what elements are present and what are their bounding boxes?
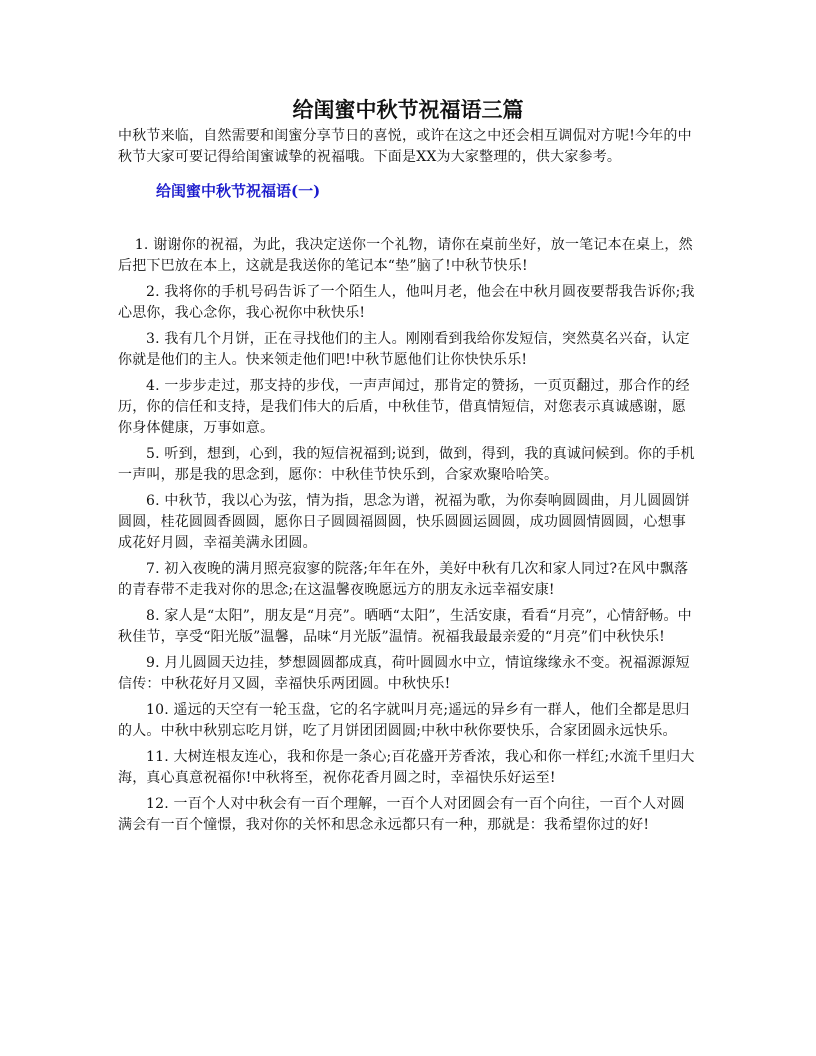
- list-item: 2. 我将你的手机号码告诉了一个陌生人，他叫月老，他会在中秋月圆夜要帮我告诉你;我心思你，我心念你，我心祝你中秋快乐!: [118, 284, 695, 321]
- greeting-list: [118, 235, 698, 836]
- document-page: [118, 96, 698, 841]
- list-item: 12. 一百个人对中秋会有一百个理解，一百个人对团圆会有一百个向往，一百个人对圆满会有一百个憧憬，我对你的关怀和思念永远都只有一种，那就是：我希望你过的好!: [118, 796, 685, 833]
- list-item: 1. 谢谢你的祝福，为此，我决定送你一个礼物，请你在桌前坐好，放一笔记本在桌上，然后把下巴放在本上，这就是我送你的笔记本“垫”脑了!中秋节快乐!: [118, 237, 693, 274]
- list-item: 11. 大树连根友连心，我和你是一条心;百花盛开芳香浓，我心和你一样红;水流千里归大海，真心真意祝福你!中秋将至，祝你花香月圆之时，幸福快乐好运至!: [118, 749, 695, 786]
- list-item: 8. 家人是“太阳”，朋友是“月亮”。晒晒“太阳”，生活安康，看看“月亮”，心情舒畅。中秋佳节，享受“阳光版”温馨，品味“月光版”温情。祝福我最最亲爱的“月亮”们中秋快乐!: [118, 608, 692, 645]
- list-item: 10. 遥远的天空有一轮玉盘，它的名字就叫月亮;遥远的异乡有一群人，他们全都是思归的人。中秋中秋别忘吃月饼，吃了月饼团团圆圆;中秋中秋你要快乐，合家团圆永远快乐。: [118, 702, 690, 739]
- list-item: 4. 一步步走过，那支持的步伐，一声声闻过，那肯定的赞扬，一页页翻过，那合作的经历，你的信任和支持，是我们伟大的后盾，中秋佳节，借真情短信，对您表示真诚感谢，愿你身体健康，万事如意。: [118, 378, 690, 436]
- list-item: 9. 月儿圆圆天边挂，梦想圆圆都成真，荷叶圆圆水中立，情谊缘缘永不变。祝福源源短信传：中秋花好月又圆，幸福快乐两团圆。中秋快乐!: [118, 655, 690, 692]
- list-item: 6. 中秋节，我以心为弦，情为指，思念为谱，祝福为歌，为你奏响圆圆曲，月儿圆圆饼圆圆，桂花圆圆香圆圆，愿你日子圆圆福圆圆，快乐圆圆运圆圆，成功圆圆情圆圆，心想事成花好月圆，幸福美满永团圆。: [118, 493, 690, 551]
- list-item: 3. 我有几个月饼，正在寻找他们的主人。刚刚看到我给你发短信，突然莫名兴奋，认定你就是他们的主人。快来领走他们吧!中秋节愿他们让你快快乐乐!: [118, 331, 690, 368]
- section-heading: 给闺蜜中秋节祝福语(一): [156, 182, 321, 200]
- list-item: 5. 听到，想到，心到，我的短信祝福到;说到，做到，得到，我的真诚问候到。你的手机一声叫，那是我的思念到，愿你：中秋佳节快乐到，合家欢聚哈哈笑。: [118, 446, 695, 483]
- list-item: 7. 初入夜晚的满月照亮寂寥的院落;年年在外，美好中秋有几次和家人同过?在风中飘落的青春带不走我对你的思念;在这温馨夜晚愿远方的朋友永远幸福安康!: [118, 561, 689, 598]
- page-title: 给闺蜜中秋节祝福语三篇: [292, 97, 524, 122]
- intro-paragraph: 中秋节来临，自然需要和闺蜜分享节日的喜悦，或许在这之中还会相互调侃对方呢!今年的中秋节大家可要记得给闺蜜诚挚的祝福哦。下面是XX为大家整理的，供大家参考。: [118, 128, 692, 165]
